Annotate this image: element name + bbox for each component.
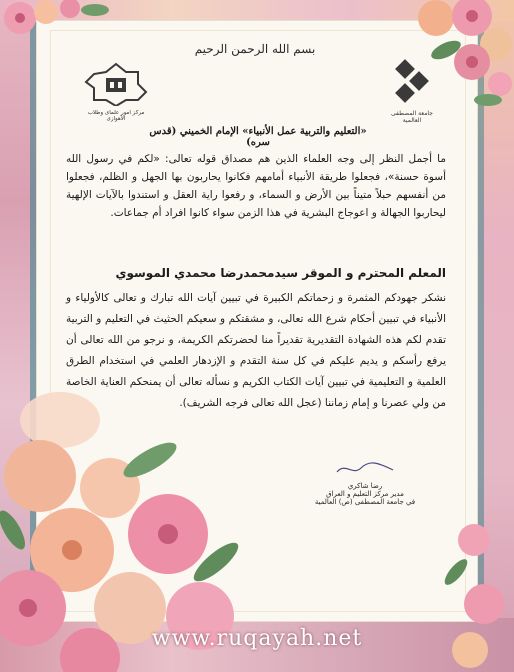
basmala: بسم الله الرحمن الرحيم xyxy=(194,42,316,56)
intro-paragraph: ما أجمل النظر إلى وجه العلماء الذين هم مصداق قوله تعالى: «لكم في رسول الله أسوة حسنة»، فجعلوا طريقة الأنبياء أمامهم فكانوا يحاربون بها الجهل و الظلم، فجعلوا من أنفسهم حبلاً متيناً بين الأرض و السماء، و رفعوا راية العقل و استندوا بالآيات الإلهية ليحاربوا الجهالة و اعوجاج البشرية في هذا الزمن سواء كانوا افراد أم جماعات. xyxy=(66,153,446,219)
left-logo-caption: مركز امور علمای وطلاب الأهوازی xyxy=(87,110,145,122)
signer-organization: في جامعة المصطفى (ص) العالمية xyxy=(314,498,416,506)
motto: «التعليم والتربية عمل الأنبياء» الإمام الخميني (قدس سره) xyxy=(149,126,367,148)
right-logo-caption: جامعة المصطفى العالمية xyxy=(391,110,433,124)
university-logo-icon xyxy=(384,58,440,106)
left-seal xyxy=(82,62,150,122)
body-paragraph: نشكر جهودكم المثمرة و زحماتكم الكبيرة في تبيين آيات الله تبارك و تعالى كالأولياء و الأنبياء في تبيين أحكام شرع الله تعالى، و مشقتكم و سعيكم الحثيث في التعليم و التربية تقدم لكم هذه الشهادة التقديرية تقديراً منا لحضرتكم الكريمة، و نرجو من الله تعالى أن يرفع رأسكم و يديم عليكم في كل سنة التقدم و الإزدهار العلمي في استخدام الطرق العلمية و التعليمية في تبيين آيات الكتاب الكريم و نسأله تعالى أن يمنحكم العناية الخاصة من ولي عصرنا و إمام زماننا (عجل الله تعالى فرجه الشريف). xyxy=(66,292,446,409)
addressee-line: المعلم المحترم و الموقر سيدمحمدرضا محمدي الموسوي xyxy=(115,266,446,280)
right-seal xyxy=(384,58,440,124)
signer-title: مدير مركز التعليم و العراق xyxy=(326,490,404,498)
center-logo-icon xyxy=(82,62,150,106)
site-watermark: www.ruqayah.net xyxy=(151,626,363,651)
signer-name: رضا شاكري xyxy=(347,482,383,490)
top-left-flowers-icon xyxy=(0,0,120,70)
handwritten-signature-icon xyxy=(335,460,395,478)
signature-block xyxy=(310,460,420,506)
